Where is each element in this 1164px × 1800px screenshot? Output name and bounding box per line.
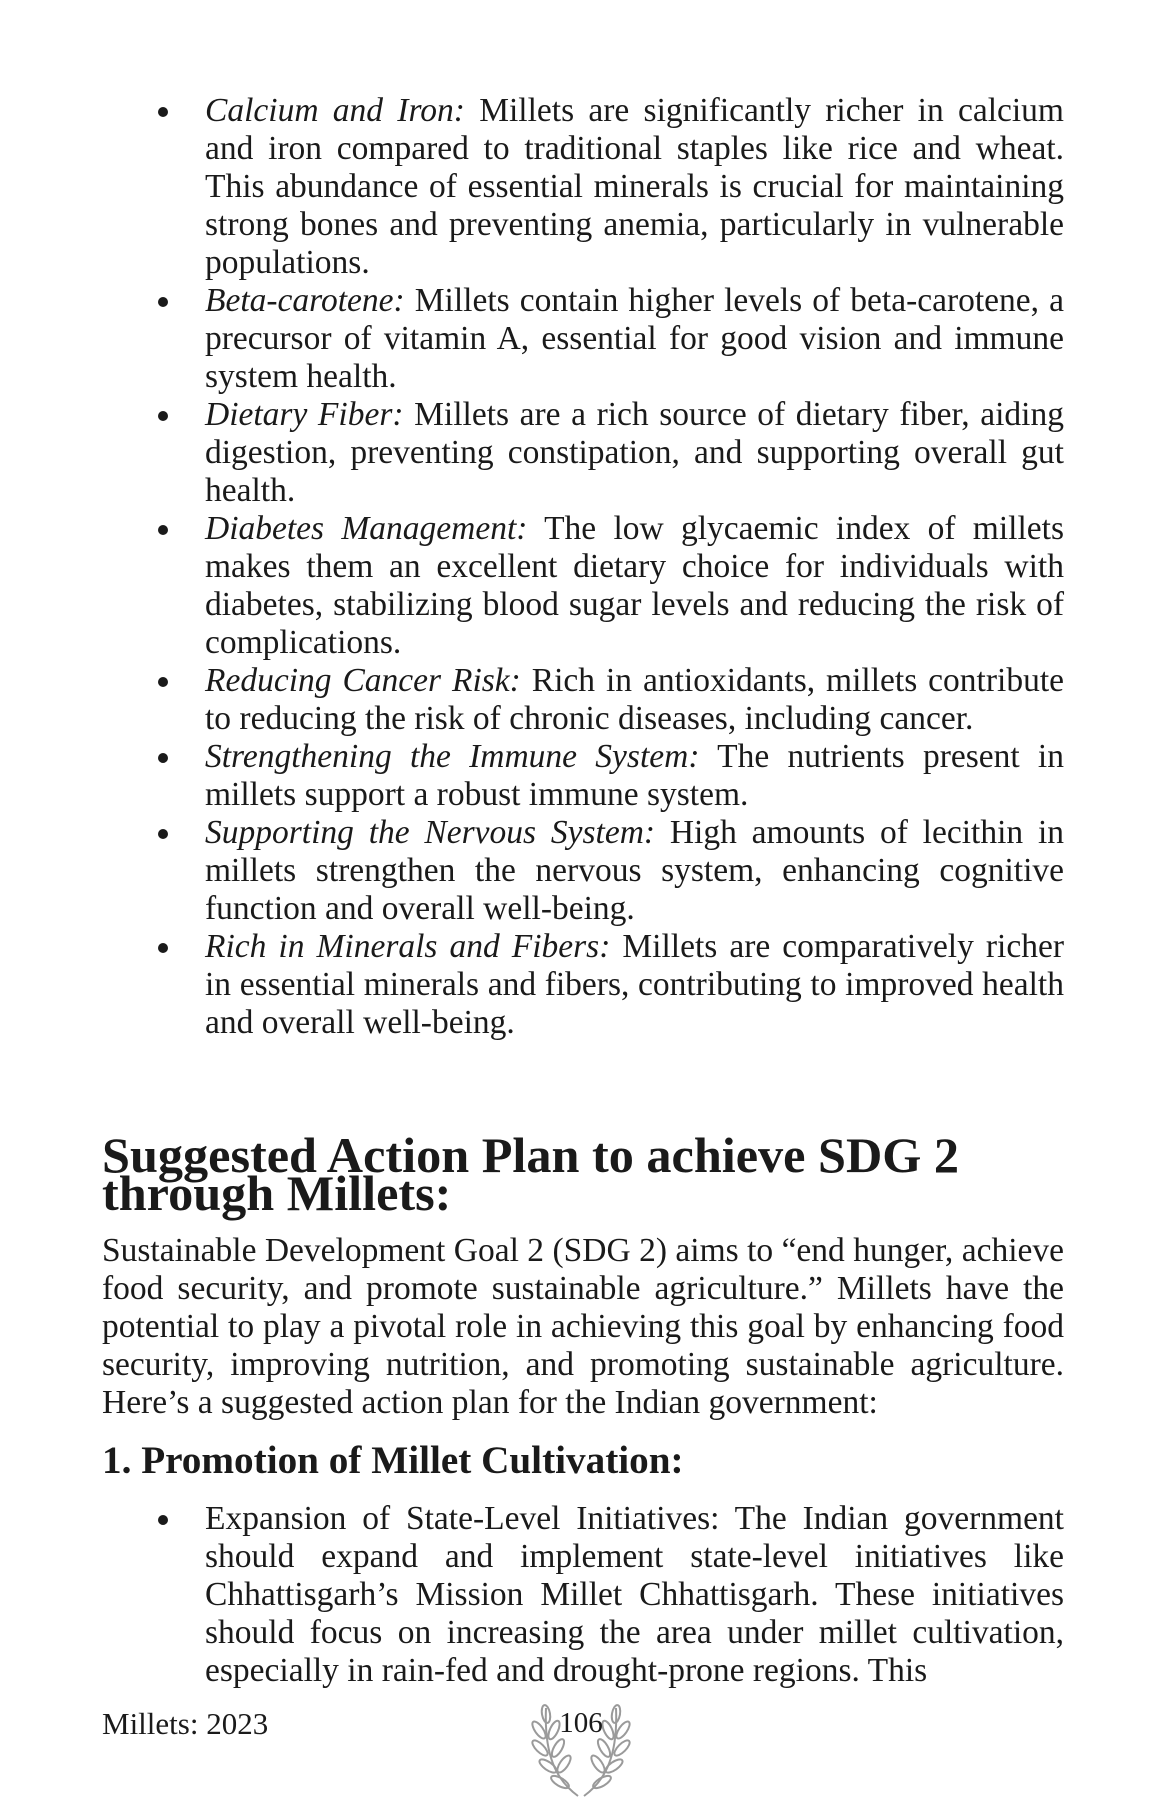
benefits-list: [102, 92, 1064, 1042]
benefit-term: Strengthening the Immune System:: [205, 738, 700, 775]
benefit-item: [102, 510, 1064, 662]
benefit-text: Millets contain higher levels of beta-carotene, a precursor of vitamin A, essential for good vision and immune system health.: [205, 282, 1064, 395]
benefit-item: [102, 928, 1064, 1042]
benefit-term: Beta-carotene:: [205, 282, 405, 319]
footer-emblem: [506, 1700, 656, 1800]
benefit-term: Calcium and Iron:: [205, 92, 465, 129]
benefit-text: High amounts of lecithin in millets strengthen the nervous system, enhancing cognitive function and overall well-being.: [205, 814, 1064, 927]
page-body: [102, 92, 1064, 1690]
benefit-text: Millets are a rich source of dietary fiber, aiding digestion, preventing constipation, and supporting overall gut health.: [205, 396, 1064, 509]
benefit-text: Rich in antioxidants, millets contribute to reducing the risk of chronic diseases, including cancer.: [205, 662, 1064, 737]
subsection-heading: 1. Promotion of Millet Cultivation:: [102, 1439, 684, 1482]
benefit-text: The low glycaemic index of millets makes them an excellent dietary choice for individuals with diabetes, stabilizing blood sugar levels and reducing the risk of complications.: [205, 510, 1064, 661]
benefit-item: [102, 282, 1064, 396]
benefit-term: Dietary Fiber:: [205, 396, 404, 433]
benefit-text: Millets are comparatively richer in essential minerals and fibers, contributing to improved health and overall well-being.: [205, 928, 1064, 1041]
footer-book-title: Millets: 2023: [102, 1706, 269, 1741]
action-item: Expansion of State-Level Initiatives: The Indian government should expand and implement state-level initiatives like Chhattisgarh’s Mission Millet Chhattisgarh. These initiatives should focus on increasing the area under millet cultivation, especially in rain-fed and drought-prone regions. This: [102, 1500, 1064, 1690]
section-paragraph: Sustainable Development Goal 2 (SDG 2) aims to “end hunger, achieve food security, and promote sustainable agriculture.” Millets have the potential to play a pivotal role in achieving this goal by enhancing food security, improving nutrition, and promoting sustainable agriculture. Here’s a suggested action plan for the Indian government:: [102, 1232, 1064, 1421]
benefit-item: [102, 738, 1064, 814]
benefit-text: The nutrients present in millets support a robust immune system.: [205, 738, 1064, 813]
benefit-item: [102, 396, 1064, 510]
benefit-term: Rich in Minerals and Fibers:: [205, 928, 611, 965]
benefit-term: Diabetes Management:: [205, 510, 528, 547]
benefit-item: [102, 662, 1064, 738]
action-list: [102, 1500, 1064, 1690]
benefit-term: Supporting the Nervous System:: [205, 814, 656, 851]
benefit-item: [102, 814, 1064, 928]
section-heading: Suggested Action Plan to achieve SDG 2 through Millets:: [102, 1127, 960, 1221]
benefit-text: Millets are significantly richer in calcium and iron compared to traditional staples like rice and wheat. This abundance of essential minerals is crucial for maintaining strong bones and preventing anemia, particularly in vulnerable populations.: [205, 92, 1064, 281]
benefit-term: Reducing Cancer Risk:: [205, 662, 521, 699]
benefit-item: [102, 92, 1064, 282]
page-number: 106: [559, 1707, 603, 1739]
